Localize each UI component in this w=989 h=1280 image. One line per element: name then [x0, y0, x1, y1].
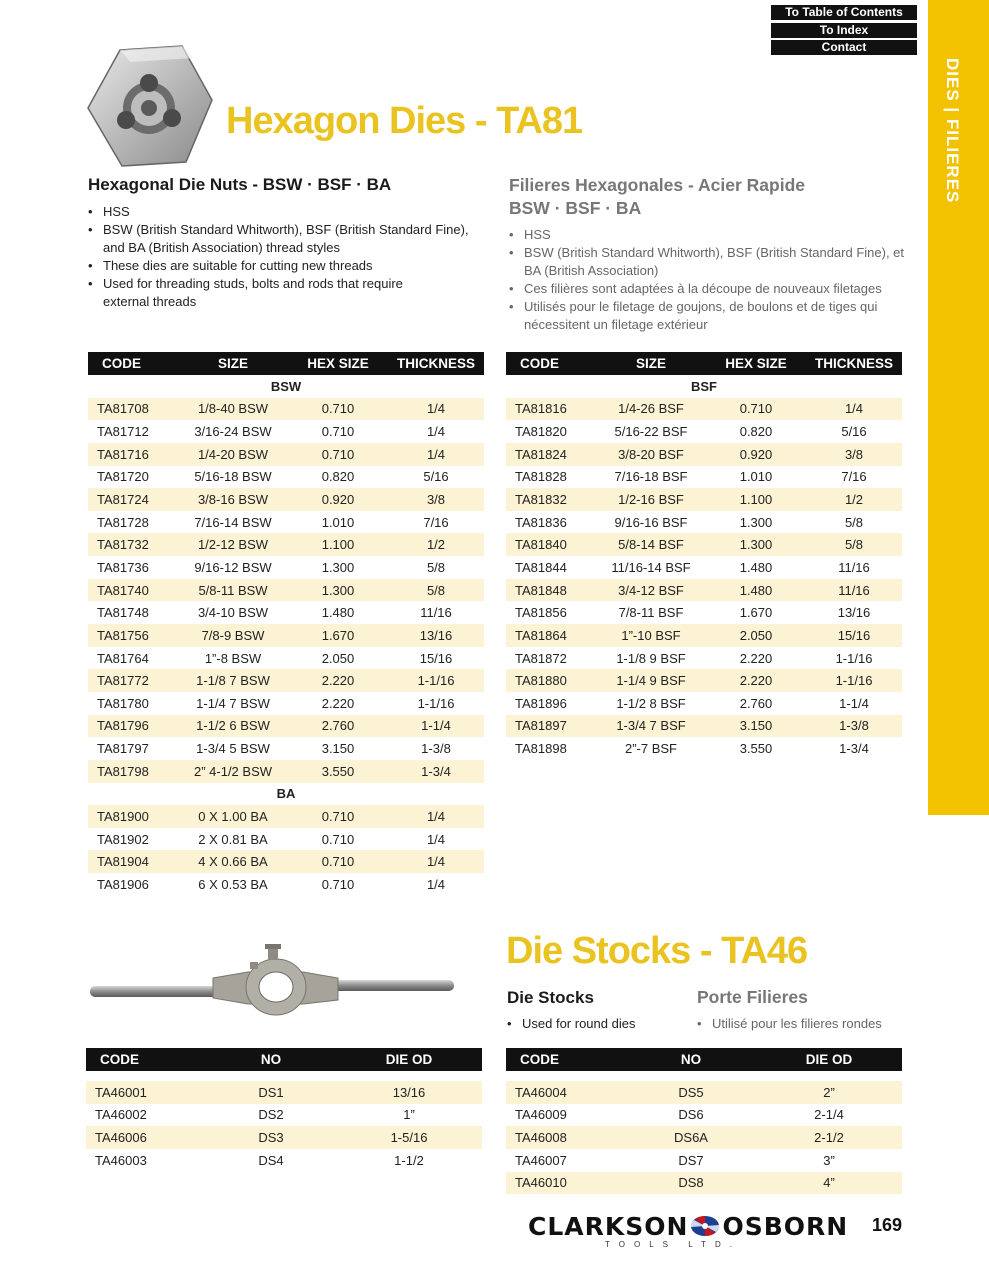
table-cell: 2.220 [288, 669, 388, 692]
table-row [506, 533, 902, 556]
table-cell: DS3 [206, 1126, 336, 1149]
table-cell: 3.550 [288, 760, 388, 783]
table-cell: TA81716 [88, 443, 178, 466]
logo-subtitle: TOOLS LTD. [605, 1240, 741, 1249]
table-cell: 0.710 [288, 850, 388, 873]
column-header-code: CODE [86, 1048, 206, 1071]
table-cell: 1-5/16 [336, 1126, 482, 1149]
table-row [88, 669, 484, 692]
table-cell: 1/4 [806, 398, 902, 421]
table-row [88, 488, 484, 511]
table-row [86, 1126, 482, 1149]
table-cell: 7/16-14 BSW [194, 514, 272, 530]
table-cell: 7/8-9 BSW [178, 624, 288, 647]
table-cell: TA81906 [97, 876, 149, 892]
table-row [506, 579, 902, 602]
column-header-thickness: THICKNESS [806, 352, 902, 375]
table-cell: TA81900 [88, 805, 178, 828]
table-cell: 11/16-14 BSF [611, 559, 691, 575]
column-header-hex-size: HEX SIZE [706, 352, 806, 375]
table-cell: 2.760 [739, 695, 773, 711]
table-cell: 13/16 [336, 1081, 482, 1104]
table-cell: 1.010 [739, 469, 773, 485]
list-item: • Utilisés pour le filetage de goujons, de boulons et de tiges qui nécessitent un filetage extérieur [509, 298, 904, 334]
table-cell: 2 X 0.81 BA [198, 831, 268, 847]
contact-link[interactable]: Contact [771, 40, 917, 55]
table-row [506, 737, 902, 760]
table-cell: TA46002 [95, 1107, 147, 1123]
table-cell: 5/16-22 BSF [614, 424, 688, 440]
table-cell: 5/8 [806, 533, 902, 556]
group-label: BSW [270, 378, 302, 394]
table-cell: TA81736 [97, 559, 149, 575]
table-row [506, 511, 902, 534]
table-cell: 3/8 [388, 488, 484, 511]
clarkson-osborn-logo [528, 1212, 848, 1241]
group-header-row [88, 783, 484, 806]
table-cell: 1.010 [321, 514, 355, 530]
table-cell: 1-1/4 [388, 715, 484, 738]
table-cell: 1/4-26 BSF [596, 398, 706, 421]
table-cell: TA81844 [515, 559, 567, 575]
table-cell: TA81902 [97, 831, 149, 847]
table-cell: 1-1/16 [806, 669, 902, 692]
table-cell: TA81796 [88, 715, 178, 738]
list-item: • Used for threading studs, bolts and rods that require external threads [88, 275, 428, 311]
table-cell: 5/16 [841, 424, 867, 440]
table-row [506, 466, 902, 489]
table-row [88, 601, 484, 624]
table-cell: 1-3/4 7 BSF [596, 715, 706, 738]
table-cell: 1.670 [739, 605, 773, 621]
table-cell: 3” [823, 1152, 835, 1168]
table-row [506, 1172, 902, 1195]
column-header-thickness: THICKNESS [388, 352, 484, 375]
table-row [88, 692, 484, 715]
table-cell: TA46004 [506, 1081, 626, 1104]
table-row [86, 1081, 482, 1104]
table-cell: 1/4 [426, 424, 446, 440]
table-cell: 4” [756, 1172, 902, 1195]
table-cell: 2” 4-1/2 BSW [178, 760, 288, 783]
table-cell: 3.150 [706, 715, 806, 738]
table-header-row [506, 352, 902, 375]
table-cell: DS4 [258, 1152, 284, 1168]
table-cell: TA81820 [515, 424, 567, 440]
table-cell: 9/16-12 BSW [194, 559, 272, 575]
table-cell: TA81748 [97, 605, 149, 621]
table-cell: DS6 [678, 1107, 704, 1123]
die-stocks-english-bullets [507, 1015, 687, 1033]
list-item: • Used for round dies [507, 1015, 687, 1033]
table-cell: 1/4-20 BSW [178, 443, 288, 466]
table-cell: 1/2 [388, 533, 484, 556]
table-cell: 3/4-12 BSF [596, 579, 706, 602]
table-row [88, 624, 484, 647]
table-cell: 0.820 [321, 469, 355, 485]
column-header-hex-size: HEX SIZE [288, 352, 388, 375]
table-cell: 1-1/8 7 BSW [178, 669, 288, 692]
table-cell: 5/8 [844, 514, 864, 530]
table-cell: 3/8 [806, 443, 902, 466]
table-row [88, 443, 484, 466]
french-heading-line-2: BSW · BSF · BA [509, 198, 642, 218]
table-cell: 1-1/8 9 BSF [616, 650, 686, 666]
table-cell: TA81728 [97, 514, 149, 530]
list-item: • Utilisé pour les filieres rondes [697, 1015, 907, 1033]
spacer-row [86, 1071, 482, 1081]
table-cell: 7/16 [423, 514, 449, 530]
hexagon-english-bullets [88, 203, 488, 311]
table-cell: TA46003 [95, 1152, 147, 1168]
table-cell: 1/2-12 BSW [178, 533, 288, 556]
table-cell: 0.710 [321, 424, 355, 440]
section-side-tab [928, 0, 989, 815]
table-cell: TA81764 [97, 650, 149, 666]
table-cell: 5/8-11 BSW [178, 579, 288, 602]
table-row [88, 850, 484, 873]
table-cell: TA81856 [515, 605, 567, 621]
table-cell: 11/16 [420, 605, 452, 621]
table-cell: 0.710 [288, 805, 388, 828]
table-cell: 9/16-16 BSF [614, 514, 688, 530]
page-number: 169 [872, 1215, 903, 1235]
table-cell: 0.710 [288, 398, 388, 421]
column-header-code: CODE [506, 1048, 626, 1071]
table-cell: TA81898 [515, 741, 567, 757]
table-cell: 0.710 [288, 443, 388, 466]
table-cell: 15/16 [806, 624, 902, 647]
die-stock-image [88, 942, 458, 1027]
table-row [88, 511, 484, 534]
table-row [506, 1149, 902, 1172]
table-cell: DS7 [678, 1152, 704, 1168]
list-item: • Ces filières sont adaptées à la découpe de nouveaux filetages [509, 280, 904, 298]
table-cell: 3.550 [739, 741, 773, 757]
die-stocks-french-bullets [697, 1015, 907, 1033]
table-row [88, 556, 484, 579]
table-cell: 5/16-18 BSW [194, 469, 272, 485]
group-header-row [506, 375, 902, 398]
table-row [506, 1104, 902, 1127]
table-cell: 7/16-18 BSF [614, 469, 688, 485]
table-cell: 1/8-40 BSW [178, 398, 288, 421]
table-cell: 0.920 [706, 443, 806, 466]
table-cell: TA81797 [97, 741, 149, 757]
table-row [506, 669, 902, 692]
table-cell: 1-1/2 [394, 1152, 424, 1168]
table-cell: 5/8-14 BSF [596, 533, 706, 556]
table-cell: 11/16 [838, 559, 870, 575]
table-cell: TA81896 [515, 695, 567, 711]
table-cell: 7/16 [841, 469, 867, 485]
table-cell: TA81756 [88, 624, 178, 647]
spacer-row [506, 1071, 902, 1081]
table-cell: 1-3/4 [839, 741, 869, 757]
table-cell: 1-1/4 7 BSW [196, 695, 270, 711]
table-cell: TA81840 [506, 533, 596, 556]
column-header-size: SIZE [178, 352, 288, 375]
table-cell: DS6A [626, 1126, 756, 1149]
table-row [506, 647, 902, 670]
table-cell: 1-1/4 9 BSF [596, 669, 706, 692]
table-cell: 1”-8 BSW [204, 650, 262, 666]
table-cell: 1.300 [706, 533, 806, 556]
table-cell: 1/4 [426, 831, 446, 847]
table-cell: TA81708 [88, 398, 178, 421]
table-cell: 3/8-20 BSF [596, 443, 706, 466]
table-row [506, 624, 902, 647]
table-cell: 3.150 [321, 741, 355, 757]
table-cell: DS5 [626, 1081, 756, 1104]
table-row [88, 579, 484, 602]
table-cell: 0.710 [706, 398, 806, 421]
column-header-no: NO [206, 1048, 336, 1071]
table-cell: 1/4 [388, 805, 484, 828]
table-cell: TA81712 [97, 424, 149, 440]
column-header-size: SIZE [596, 352, 706, 375]
table-cell: 3/16-24 BSW [194, 424, 272, 440]
table-cell: 1-1/16 [835, 650, 873, 666]
table-cell: TA81732 [88, 533, 178, 556]
column-header-code: CODE [506, 352, 596, 375]
table-cell: 1/4 [426, 876, 446, 892]
table-cell: 5/8 [388, 579, 484, 602]
table-cell: 2-1/2 [756, 1126, 902, 1149]
table-cell: 6 X 0.53 BA [198, 876, 268, 892]
table-cell: 1.300 [321, 559, 355, 575]
section-tab-label: DIES | FILIERES [943, 58, 962, 204]
logo-right-text: OSBORN [722, 1212, 849, 1241]
table-cell: 2”-7 BSF [624, 741, 677, 757]
table-cell: DS1 [206, 1081, 336, 1104]
french-heading-line-1: Filieres Hexagonales - Acier Rapide [509, 175, 805, 195]
table-row [88, 715, 484, 738]
table-cell: TA81772 [88, 669, 178, 692]
table-row [506, 601, 902, 624]
table-cell: TA81824 [506, 443, 596, 466]
table-cell: 1.300 [739, 514, 773, 530]
die-stocks-table-left [86, 1048, 482, 1172]
table-header-row [86, 1048, 482, 1071]
table-cell: TA46006 [86, 1126, 206, 1149]
table-cell: 3/8-16 BSW [178, 488, 288, 511]
group-header-row [88, 375, 484, 398]
table-row [88, 805, 484, 828]
logo-left-text: CLARKSON [528, 1212, 689, 1241]
table-row [88, 760, 484, 783]
hexagon-dies-title: Hexagon Dies - TA81 [226, 100, 583, 142]
table-cell: 1.300 [288, 579, 388, 602]
table-cell: 2.760 [288, 715, 388, 738]
nav-box [771, 5, 917, 58]
column-header-code: CODE [88, 352, 178, 375]
table-cell: 2.220 [321, 695, 355, 711]
table-cell: 1.480 [706, 579, 806, 602]
die-stocks-english-heading: Die Stocks [507, 988, 594, 1007]
table-cell: DS2 [258, 1107, 284, 1123]
table-cell: TA81816 [506, 398, 596, 421]
die-stocks-french-heading: Porte Filieres [697, 987, 808, 1007]
table-cell: 2.220 [739, 650, 773, 666]
table-cell: 0.820 [739, 424, 773, 440]
table-header-row [506, 1048, 902, 1071]
table-cell: TA81872 [515, 650, 567, 666]
list-item: • These dies are suitable for cutting new threads [88, 257, 488, 275]
table-cell: 1-3/8 [421, 741, 451, 757]
column-header-no: NO [626, 1048, 756, 1071]
table-cell: 1-3/4 [388, 760, 484, 783]
table-row [506, 1126, 902, 1149]
hexagon-french-heading [509, 174, 805, 220]
table-cell: 2.050 [321, 650, 355, 666]
list-item: • HSS [88, 203, 488, 221]
column-header-die-od: DIE OD [336, 1048, 482, 1071]
table-cell: 1-1/4 [839, 695, 869, 711]
table-cell: 2.050 [706, 624, 806, 647]
table-cell: 5/16 [423, 469, 449, 485]
table-cell: DS8 [626, 1172, 756, 1195]
table-row [506, 1081, 902, 1104]
table-row [506, 715, 902, 738]
table-cell: 7/8-11 BSF [618, 605, 684, 621]
table-row [506, 692, 902, 715]
hexagon-dies-table-bsf [506, 352, 902, 760]
die-stocks-table-right [506, 1048, 902, 1194]
table-cell: 1-1/16 [417, 695, 455, 711]
column-header-die-od: DIE OD [756, 1048, 902, 1071]
hexagon-french-bullets [509, 226, 904, 334]
table-cell: TA81780 [97, 695, 149, 711]
table-cell: 13/16 [837, 605, 871, 621]
table-cell: 1-3/8 [806, 715, 902, 738]
table-cell: 1.670 [288, 624, 388, 647]
table-row [86, 1149, 482, 1172]
table-row [506, 488, 902, 511]
table-cell: TA46007 [515, 1152, 567, 1168]
group-label: BSF [691, 378, 717, 394]
table-cell: 1-1/16 [388, 669, 484, 692]
table-cell: TA81880 [506, 669, 596, 692]
table-cell: 4 X 0.66 BA [178, 850, 288, 873]
table-cell: 0.920 [288, 488, 388, 511]
table-row [506, 420, 902, 443]
group-label: BA [276, 786, 296, 802]
table-row [88, 828, 484, 851]
table-row [88, 737, 484, 760]
table-cell: TA81904 [88, 850, 178, 873]
list-item: • BSW (British Standard Whitworth), BSF (British Standard Fine), and BA (British Association) thread styles [88, 221, 488, 257]
table-cell: TA46010 [506, 1172, 626, 1195]
index-link[interactable]: To Index [771, 23, 917, 38]
table-row [88, 873, 484, 896]
list-item: • BSW (British Standard Whitworth), BSF (British Standard Fine), et BA (British Association) [509, 244, 904, 280]
table-cell: 15/16 [419, 650, 453, 666]
table-row [506, 398, 902, 421]
logo-emblem-icon [690, 1215, 720, 1237]
table-cell: TA81828 [515, 469, 567, 485]
table-cell: 0.710 [321, 831, 355, 847]
table-cell: 1/2 [806, 488, 902, 511]
table-row [88, 420, 484, 443]
table-cell: TA81798 [88, 760, 178, 783]
table-cell: TA81832 [506, 488, 596, 511]
table-cell: 11/16 [806, 579, 902, 602]
table-cell: TA46009 [515, 1107, 567, 1123]
table-cell: TA81864 [506, 624, 596, 647]
table-cell: 13/16 [388, 624, 484, 647]
table-cell: TA81848 [506, 579, 596, 602]
table-row [86, 1104, 482, 1127]
die-stocks-title: Die Stocks - TA46 [506, 930, 808, 972]
table-cell: TA46008 [506, 1126, 626, 1149]
table-cell: TA81740 [88, 579, 178, 602]
table-row [506, 443, 902, 466]
table-cell: 1.480 [321, 605, 355, 621]
table-cell: 5/8 [426, 559, 446, 575]
table-cell: TA46001 [86, 1081, 206, 1104]
table-row [88, 398, 484, 421]
list-item: • HSS [509, 226, 904, 244]
table-cell: TA81720 [97, 469, 149, 485]
table-cell: 0.710 [321, 876, 355, 892]
table-cell: 1/4 [388, 398, 484, 421]
table-cell: 2.220 [706, 669, 806, 692]
table-cell: 1-3/4 5 BSW [196, 741, 270, 757]
table-cell: 2-1/4 [814, 1107, 844, 1123]
table-cell: 1.100 [288, 533, 388, 556]
table-cell: 1”-10 BSF [596, 624, 706, 647]
table-cell: 1” [403, 1107, 415, 1123]
table-cell: TA81836 [515, 514, 567, 530]
table-cell: 1/2-16 BSF [596, 488, 706, 511]
table-cell: 1.100 [706, 488, 806, 511]
table-row [88, 647, 484, 670]
table-cell: 2” [756, 1081, 902, 1104]
hexagon-english-heading: Hexagonal Die Nuts - BSW · BSF · BA [88, 175, 392, 194]
hexagon-die-image [82, 40, 217, 175]
table-row [88, 466, 484, 489]
table-cell: TA81724 [88, 488, 178, 511]
table-cell: TA81897 [506, 715, 596, 738]
hexagon-dies-table-bsw-ba [88, 352, 484, 896]
table-cell: 1-1/2 6 BSW [178, 715, 288, 738]
table-header-row [88, 352, 484, 375]
table-row [88, 533, 484, 556]
table-cell: 1/4 [388, 850, 484, 873]
table-cell: 0 X 1.00 BA [178, 805, 288, 828]
table-cell: 1/4 [388, 443, 484, 466]
table-of-contents-link[interactable]: To Table of Contents [771, 5, 917, 20]
table-cell: 1.480 [739, 559, 773, 575]
table-cell: 3/4-10 BSW [197, 605, 269, 621]
table-row [506, 556, 902, 579]
table-cell: 1-1/2 8 BSF [616, 695, 686, 711]
